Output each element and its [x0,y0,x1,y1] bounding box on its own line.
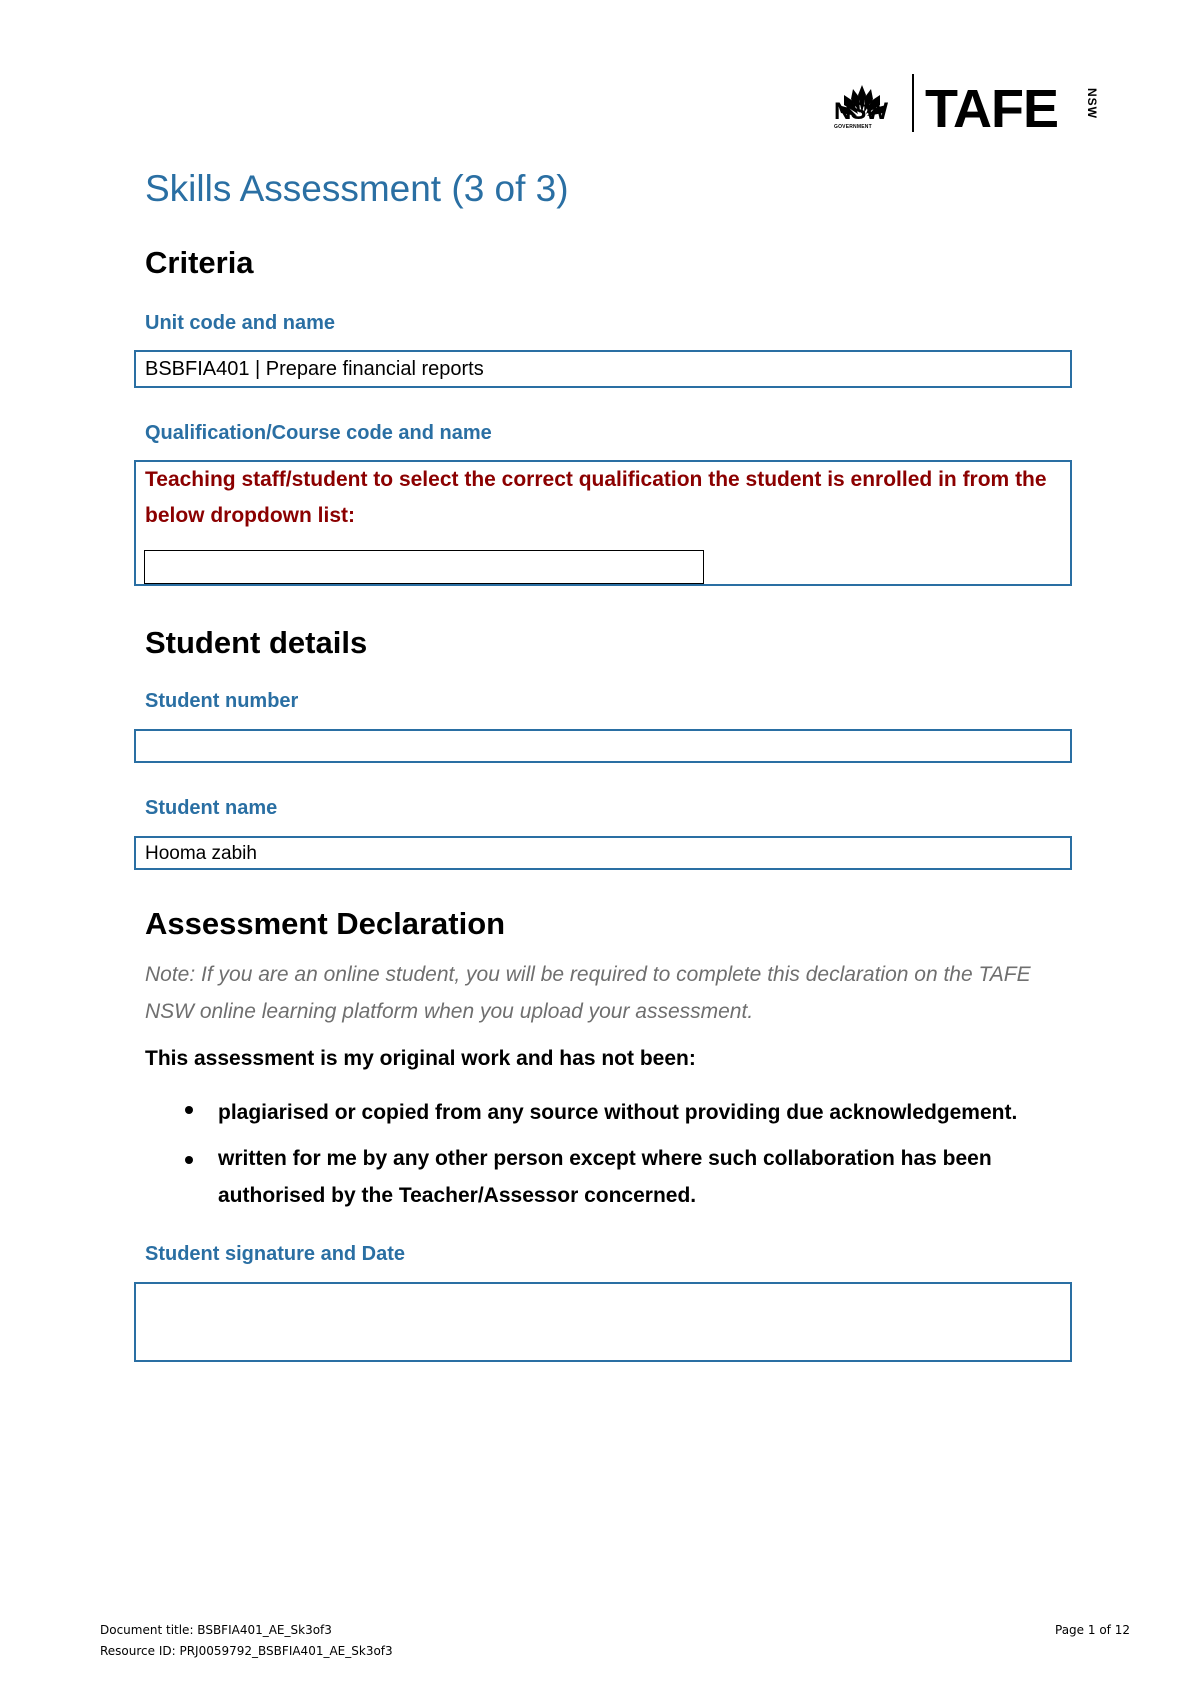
tafe-wordmark: TAFE [925,79,1058,139]
bullet-dot [185,1106,193,1114]
student-number-label: Student number [145,690,299,712]
declaration-note: Note: If you are an online student, you will be required to complete this declaration on the TAFE NSW online learning platform when you upload your assessment. [145,963,1031,1023]
student-details-heading: Student details [145,625,368,660]
logo-divider [912,74,914,132]
page-title: Skills Assessment (3 of 3) [145,168,569,209]
declaration-intro: This assessment is my original work and has not been: [145,1047,696,1070]
footer-resource-id: Resource ID: PRJ0059792_BSBFIA401_AE_Sk3of3 [100,1644,393,1658]
declaration-bullet: plagiarised or copied from any source without providing due acknowledgement. [218,1101,1018,1124]
footer-document-title: Document title: BSBFIA401_AE_Sk3of3 [100,1623,332,1637]
qualification-dropdown[interactable] [144,550,704,584]
declaration-bullet: written for me by any other person except where such collaboration has been authorised by the Teacher/Assessor concerned. [218,1147,992,1207]
student-name-value: Hooma zabih [145,843,257,864]
footer-page-number: Page 1 of 12 [1055,1623,1130,1637]
nsw-government-text: GOVERNMENT [834,124,872,130]
qualification-field [134,460,1072,586]
declaration-heading: Assessment Declaration [145,906,506,941]
signature-field[interactable] [134,1282,1072,1362]
student-name-field[interactable] [134,836,1072,870]
tafe-nsw-logo [833,66,1099,139]
criteria-heading: Criteria [145,245,254,280]
unit-code-label: Unit code and name [145,312,336,334]
student-number-field[interactable] [134,729,1072,763]
bullet-dot [185,1156,193,1164]
qualification-label: Qualification/Course code and name [145,422,492,444]
nsw-wordmark: NSW [834,98,887,125]
student-name-label: Student name [145,797,278,819]
tafe-nsw-vertical-text: NSW [1085,88,1099,119]
unit-code-value: BSBFIA401 | Prepare financial reports [145,358,484,380]
qualification-instruction: Teaching staff/student to select the correct qualification the student is enrolled in from the below dropdown list: [145,468,1047,527]
signature-label: Student signature and Date [145,1243,406,1265]
unit-code-field[interactable] [134,350,1072,388]
